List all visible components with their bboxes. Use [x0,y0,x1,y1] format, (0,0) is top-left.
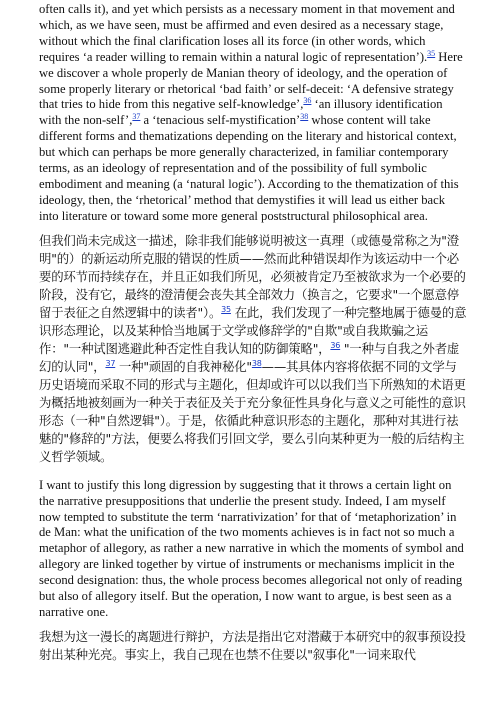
text-segment: 一种"顽固的自我神秘化" [115,358,252,374]
footnote-link[interactable]: 38 [251,358,262,368]
footnote-ref-35 [427,49,435,58]
footnote-link[interactable]: 35 [427,48,436,58]
english-paragraph [39,2,467,225]
footnote-ref-37 [105,359,115,368]
text-segment: 但我们尚未完成这一描述，除非我们能够说明被这一真理（或德曼常称之为"澄明"的）的新运动所克服的错误的性质——然而此种错误却作为该运动中一个必要的环节而持续存在，并且正如我们所见，必须被肯定乃至被欲求为一个必要的阶段，没有它，最终的澄清便会丧失其全部效力（换言之，它要求"一个愿意停留于表征之自然逻辑中的读者"）。 [39,232,466,320]
text-segment: "一种与自我之外者虚幻的认同"， [39,340,460,374]
text-segment: whose content will take different forms and thematizations depending on the literary and historical context, but which can perhaps be more generally characterized, in familiar contemporary terms, as an ideology of representation and of the possibility of full symbolic embodiment and meaning (a ‘natural logic’). According to the thematization of this ideology, then, the ‘rhetorical’ method that demystifies it will lead us either back into literature or toward some more general poststructural philosophical area. [39,113,459,223]
chinese-paragraph [39,628,467,664]
footnote-ref-35 [221,305,231,314]
text-segment: ‘an illusory identification with the non-self’, [39,97,443,128]
footnote-link[interactable]: 37 [105,358,116,368]
footnote-link[interactable]: 36 [303,96,312,106]
text-segment: I want to justify this long digression by suggesting that it throws a certain light on the narrative presuppositions that underlie the present study. Indeed, I am myself now tempted to substitute the term ‘narrativization’ for that of ‘metaphorization’ in de Man: what the unification of the two moments achieves is in fact not so much a metaphor of allegory, as rather a new narrative in which the moments of symbol and allegory are linked together by virtue of instruments or mechanisms implicit in the second designation: thus, the whole process becomes allegorical not only of reading but also of allegory itself. But the operation, I now want to argue, is best seen as a narrative one. [39,477,464,619]
footnote-link[interactable]: 36 [330,340,341,350]
footnote-ref-38 [252,359,262,368]
text-segment: often calls it), and yet which persists as a necessary moment in that movement and which, as we have seen, must be affirmed and even desired as a necessary stage, without which the final clarification loses all its force (in other words, which requires ‘a reader willing to remain within a natural logic of representation’). [39,2,455,64]
footnote-link[interactable]: 35 [221,304,231,314]
chinese-paragraph [39,232,467,466]
footnote-link[interactable]: 37 [132,112,141,122]
text-segment: 我想为这一漫长的离题进行辩护，方法是指出它对潜藏于本研究中的叙事预设投射出某种光亮。事实上，我自己现在也禁不住要以"叙事化"一词来取代 [39,628,466,662]
footnote-link[interactable]: 38 [300,112,309,122]
text-segment: ——其具体内容将依据不同的文学与历史语境而采取不同的形式与主题化，但却或许可以以我们当下所熟知的术语更为概括地被刻画为一种关于表征及关于充分象征性具身化与意义之可能性的意识形态（一种"自然逻辑"）。于是，依循此种意识形态的主题化，那种对其进行祛魅的"修辞的"方法，便要么将我们引回文学，要么引向某种更为一般的后结构主义哲学领域。 [39,358,466,464]
english-paragraph [39,478,467,621]
text-segment: a ‘tenacious self-mystification’ [140,113,301,128]
text-segment: 在此，我们发现了一种完整地属于德曼的意识形态理论，以及某种恰当地属于文学或修辞学的"自欺"或自我欺骗之运作："一种试图逃避此种否定性自我认知的防御策略"， [39,304,467,356]
footnote-ref-36 [330,341,340,350]
text-segment: Here we discover a whole properly de Manian theory of ideology, and the operation of some properly literary or rhetorical ‘bad faith’ or self-deceit: ‘A defensive strategy that tries to hide from this negative self-knowledge’, [39,49,463,112]
